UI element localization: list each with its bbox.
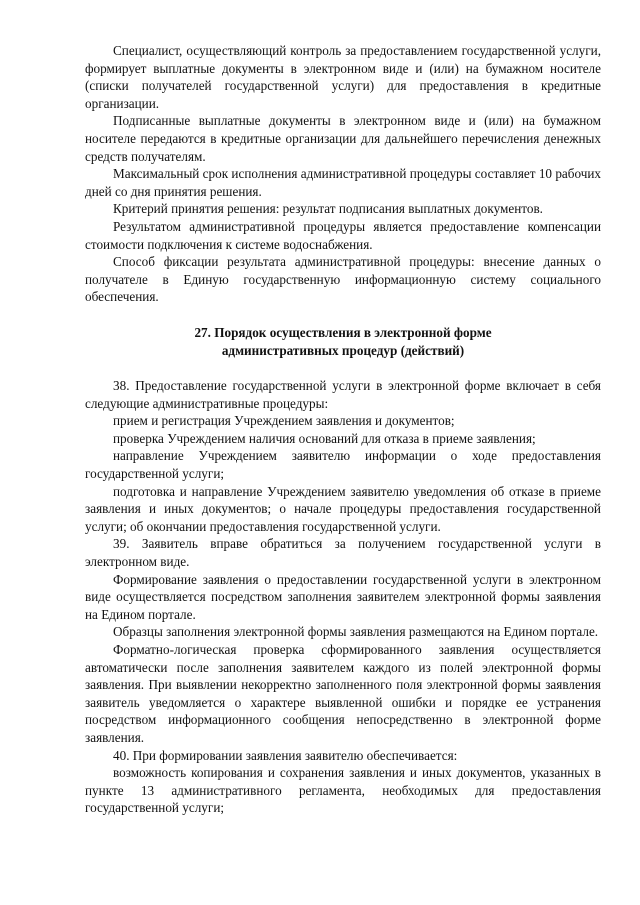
section-heading-line-1: 27. Порядок осуществления в электронной форме	[194, 324, 492, 340]
document-page	[85, 42, 601, 817]
paragraph-form-filling: Формирование заявления о предоставлении государственной услуги в электронном виде осуществляется посредством заполнения заявителем электронной формы заявления на Едином портале.	[85, 571, 601, 622]
spacer	[85, 306, 601, 324]
paragraph-result-recording-method: Способ фиксации результата административной процедуры: внесение данных о получателе в Единую государственную информационную систему социального обеспечения.	[85, 254, 601, 305]
section-heading	[85, 324, 601, 359]
paragraph-procedure-result: Результатом административной процедуры является предоставление компенсации стоимости подключения к системе водоснабжения.	[85, 218, 601, 252]
list-item-copy-save: возможность копирования и сохранения заявления и иных документов, указанных в пункте 13 административного регламента, необходимых для предоставления государственной услуги;	[85, 765, 601, 816]
list-item-notifications: подготовка и направление Учреждением заявителю уведомления об отказе в приеме заявления и иных документов; о начале процедуры предоставления государственной услуги; об окончании предоставления государственной услуги.	[85, 483, 601, 534]
list-item-check-refusal-grounds: проверка Учреждением наличия оснований для отказа в приеме заявления;	[113, 430, 536, 446]
section-heading-line-2: административных процедур (действий)	[221, 342, 465, 358]
paragraph-38-intro: 38. Предоставление государственной услуги в электронной форме включает в себя следующие административные процедуры:	[85, 378, 601, 411]
paragraph-max-execution-time: Максимальный срок исполнения административной процедуры составляет 10 рабочих дней со дня принятия решения.	[85, 166, 602, 199]
paragraph-signed-documents-transfer: Подписанные выплатные документы в электронном виде и (или) на бумажном носителе передаются в кредитные организации для дальнейшего перечисления денежных средств получателям.	[85, 113, 601, 164]
list-item-receipt-registration: прием и регистрация Учреждением заявления и документов;	[113, 413, 455, 429]
spacer	[85, 359, 601, 377]
paragraph-form-samples: Образцы заполнения электронной формы заявления размещаются на Едином портале.	[113, 624, 599, 640]
paragraph-format-logical-check: Форматно-логическая проверка сформированного заявления осуществляется автоматически после заполнения заявителем каждого из полей электронной формы заявления. При выявлении некорректно заполненного поля электронной формы заявления заявитель уведомляется о характере выявленной ошибки и порядке ее устранения посредством информационного сообщения непосредственно в электронной форме заявления.	[85, 642, 601, 745]
paragraph-39-electronic-request: 39. Заявитель вправе обратиться за получением государственной услуги в электронном виде.	[85, 536, 601, 570]
paragraph-decision-criterion: Критерий принятия решения: результат подписания выплатных документов.	[113, 201, 543, 217]
list-item-progress-information: направление Учреждением заявителю информации о ходе предоставления государственной услуги;	[85, 448, 601, 482]
paragraph-40-intro: 40. При формировании заявления заявителю обеспечивается:	[113, 747, 458, 763]
paragraph-specialist-forms-documents: Специалист, осуществляющий контроль за предоставлением государственной услуги, формирует выплатные документы в электронном виде и (или) на бумажном носителе (списки получателей государственной услуги) для предоставления в кредитные организации.	[85, 43, 601, 111]
